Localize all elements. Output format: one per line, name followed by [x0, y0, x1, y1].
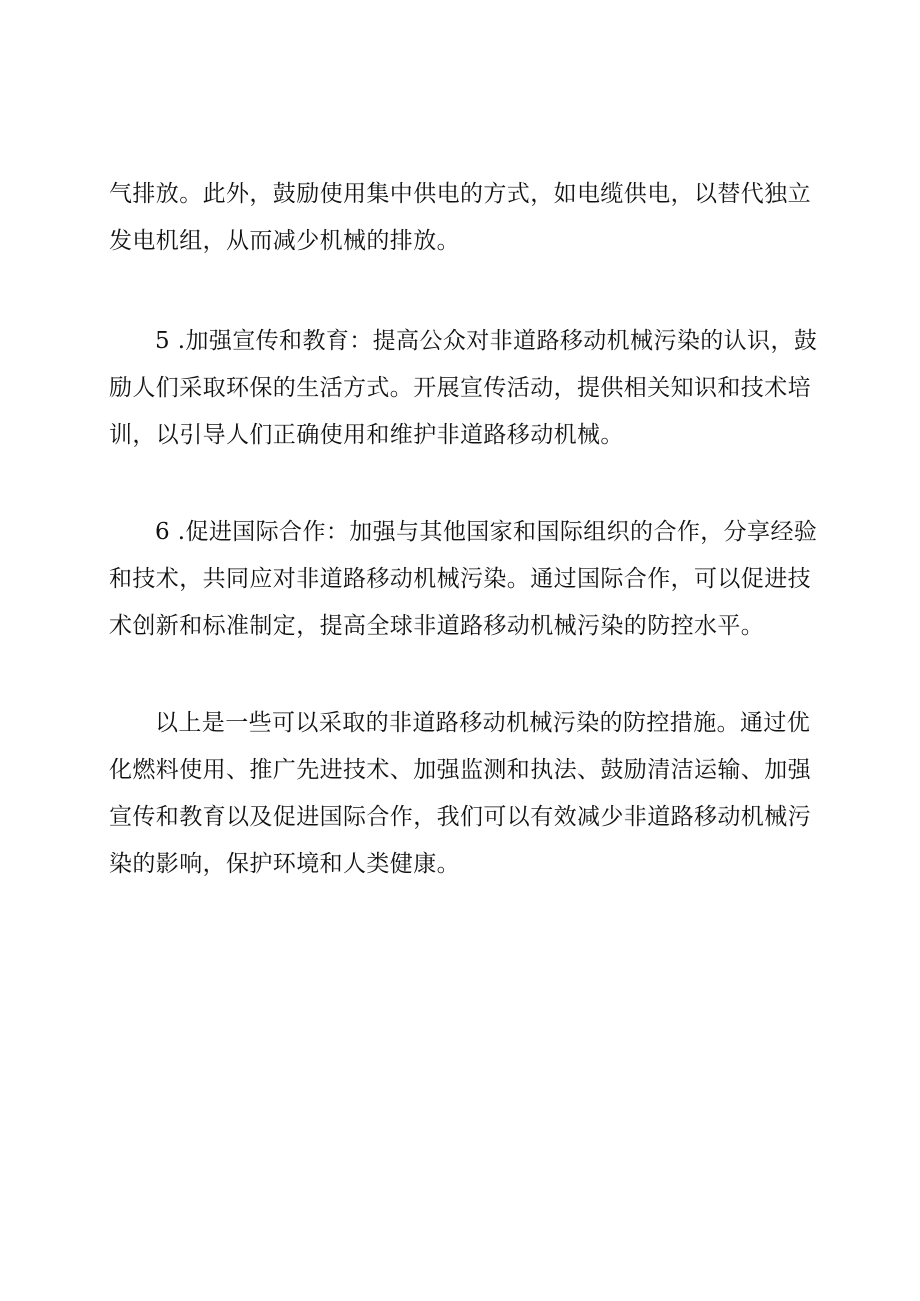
- paragraph-line: 以上是一些可以采取的非道路移动机械污染的防控措施。通过优: [155, 710, 811, 736]
- paragraph-emission-continuation: [109, 171, 815, 265]
- paragraph-conclusion: [109, 700, 815, 888]
- paragraph-line: 6 .促进国际合作：加强与其他国家和国际组织的合作，分享经验: [155, 519, 818, 545]
- paragraph-line: 术创新和标准制定，提高全球非道路移动机械污染的防控水平。: [109, 613, 765, 639]
- paragraph-line: 气排放。此外，鼓励使用集中供电的方式，如电缆供电，以替代独立: [109, 181, 811, 207]
- paragraph-item-6-international-cooperation: [109, 509, 818, 650]
- paragraph-item-5-publicity-education: [109, 318, 818, 459]
- paragraph-line: 宣传和教育以及促进国际合作，我们可以有效减少非道路移动机械污: [109, 804, 811, 830]
- paragraph-line: 5 .加强宣传和教育：提高公众对非道路移动机械污染的认识，鼓: [155, 328, 818, 354]
- paragraph-line: 染的影响，保护环境和人类健康。: [109, 851, 460, 877]
- paragraph-line: 和技术，共同应对非道路移动机械污染。通过国际合作，可以促进技: [109, 566, 811, 592]
- paragraph-line: 发电机组，从而减少机械的排放。: [109, 228, 460, 254]
- paragraph-line: 励人们采取环保的生活方式。开展宣传活动，提供相关知识和技术培: [109, 375, 811, 401]
- paragraph-line: 训，以引导人们正确使用和维护非道路移动机械。: [109, 422, 624, 448]
- paragraph-line: 化燃料使用、推广先进技术、加强监测和执法、鼓励清洁运输、加强: [109, 757, 811, 783]
